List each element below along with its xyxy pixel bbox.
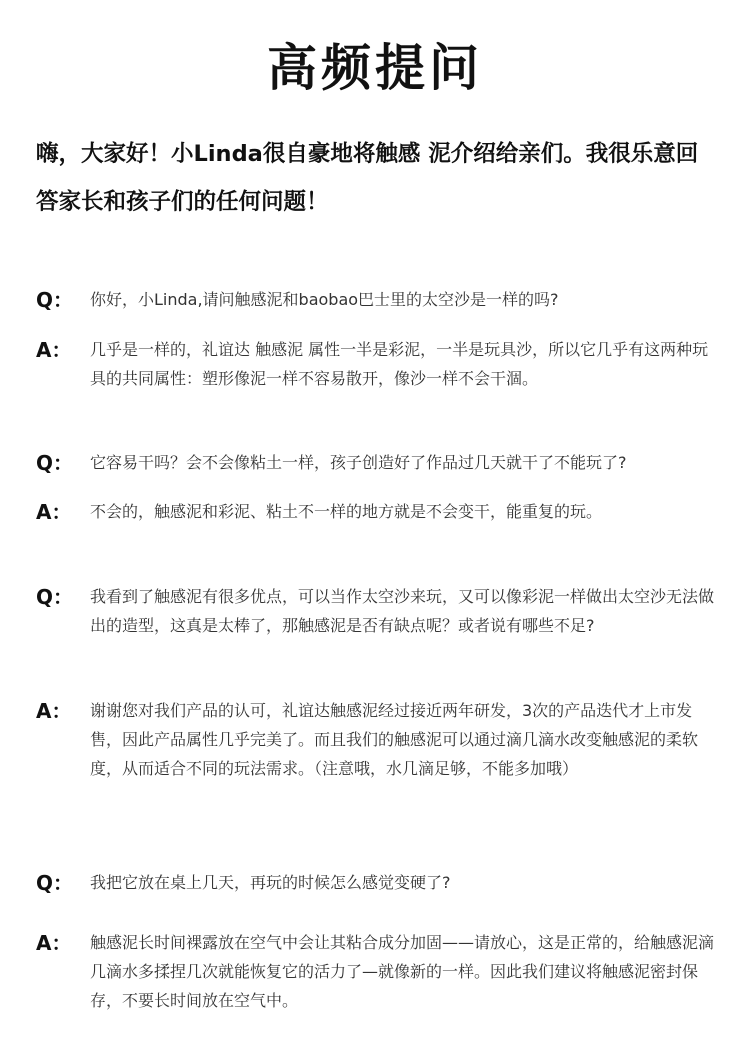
answer-2 [36,497,718,527]
answer-4 [36,928,718,1015]
question-text: 我看到了触感泥有很多优点，可以当作太空沙来玩，又可以像彩泥一样做出太空沙无法做出的造型，这真是太棒了，那触感泥是否有缺点呢？或者说有哪些不足? [90,587,715,635]
answer-text: 不会的，触感泥和彩泥、粘土不一样的地方就是不会变干，能重复的玩。 [90,502,603,521]
q-label: Q： [36,288,74,312]
answer-1 [36,335,718,393]
question-4 [36,868,718,898]
question-text: 我把它放在桌上几天，再玩的时候怎么感觉变硬了? [90,873,451,892]
answer-text: 触感泥长时间裸露放在空气中会让其粘合成分加固——请放心，这是正常的，给触感泥滴几滴水多揉捏几次就能恢复它的活力了—就像新的一样。因此我们建议将触感泥密封保存，不要长时间放在空气中。 [90,933,715,1010]
a-label: A： [36,931,72,955]
page-title: 高频提问 [267,39,483,97]
answer-text: 谢谢您对我们产品的认可，礼谊达触感泥经过接近两年研发，3次的产品迭代才上市发售，因此产品属性几乎完美了。而且我们的触感泥可以通过滴几滴水改变触感泥的柔软度，从而适合不同的玩法需求。（注意哦，水几滴足够，不能多加哦） [90,701,699,778]
a-label: A： [36,500,72,524]
question-2 [36,448,718,478]
answer-3 [36,696,718,783]
q-label: Q： [36,871,74,895]
question-1 [36,285,718,315]
question-3 [36,582,718,640]
q-label: Q： [36,451,74,475]
question-text: 它容易干吗？会不会像粘土一样，孩子创造好了作品过几天就干了不能玩了? [90,453,627,472]
intro-text: 嗨，大家好！小Linda很自豪地将触感 泥介绍给亲们。我很乐意回答家长和孩子们的任何问题！ [36,141,699,215]
q-label: Q： [36,585,74,609]
question-text: 你好，小Linda,请问触感泥和baobao巴士里的太空沙是一样的吗? [90,290,559,309]
a-label: A： [36,699,72,723]
answer-text: 几乎是一样的，礼谊达 触感泥 属性一半是彩泥，一半是玩具沙，所以它几乎有这两种玩具的共同属性：塑形像泥一样不容易散开，像沙一样不会干涸。 [90,340,709,388]
a-label: A： [36,338,72,362]
